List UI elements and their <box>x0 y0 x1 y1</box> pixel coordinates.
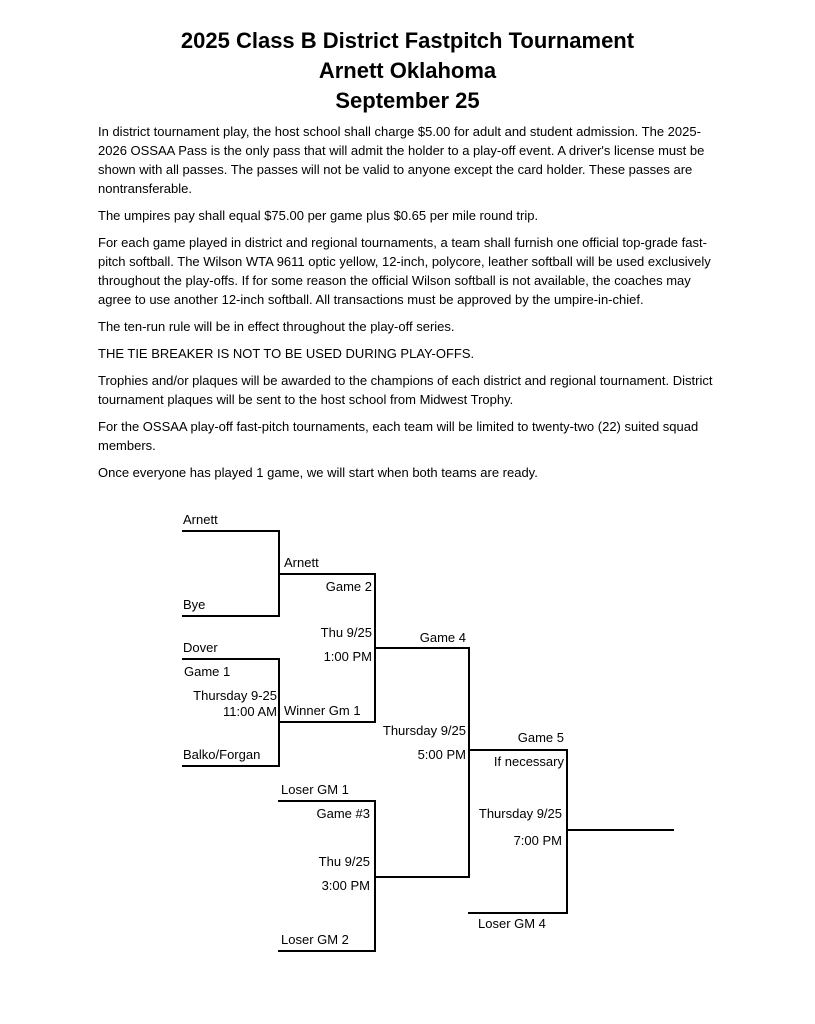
balko-forgan-seed-line <box>182 765 280 767</box>
team-arnett-seed: Arnett <box>183 512 218 527</box>
title-block <box>0 26 815 116</box>
paragraph-umpires-pay: The umpires pay shall equal $75.00 per game plus $0.65 per mile round trip. <box>98 208 539 223</box>
paragraph-start-note: Once everyone has played 1 game, we will start when both teams are ready. <box>98 465 538 480</box>
bye-seed-line <box>182 615 280 617</box>
game2-feed-top-label: Arnett <box>284 555 319 570</box>
paragraph-ten-run-rule: The ten-run rule will be in effect throughout the play-off series. <box>98 319 455 334</box>
game3-feed-top-label: Loser GM 1 <box>281 782 349 797</box>
game3-feed-bottom-label: Loser GM 2 <box>281 932 349 947</box>
game2-date: Thu 9/25 <box>320 625 372 640</box>
game1-date: Thursday 9-25 <box>193 688 277 703</box>
game5-note: If necessary <box>493 754 564 769</box>
game5-feed-top-line <box>468 749 568 751</box>
round1-upper-bracket-vertical <box>278 530 280 617</box>
game3-feed-top-line <box>278 800 376 802</box>
title-line-1: 2025 Class B District Fastpitch Tournament <box>180 28 635 53</box>
game4-label: Game 4 <box>419 630 466 645</box>
title-line-2: Arnett Oklahoma <box>318 58 497 83</box>
game3-bracket-vertical <box>374 800 376 952</box>
game2-time: 1:00 PM <box>323 649 372 664</box>
game1-bracket-vertical <box>278 658 280 767</box>
paragraph-admission: In district tournament play, the host school shall charge $5.00 for adult and student admission. The 2025-2026 OSSAA Pass is the only pass that will admit the holder to a play-off event. A driver's license must be shown with all passes. The passes will not be valid to anyone except the card holder. These passes are nontransferable. <box>98 124 705 196</box>
game5-feed-bottom-label: Loser GM 4 <box>478 916 546 931</box>
paragraph-squad-limit: For the OSSAA play-off fast-pitch tournaments, each team will be limited to twenty-two (22) suited squad members. <box>98 419 699 453</box>
game3-label: Game #3 <box>316 806 370 821</box>
game5-time: 7:00 PM <box>513 833 562 848</box>
rules-text <box>0 122 815 482</box>
team-dover-seed: Dover <box>183 640 218 655</box>
game4-date: Thursday 9/25 <box>382 723 466 738</box>
game2-bracket-vertical <box>374 573 376 723</box>
game2-feed-top-line <box>278 573 376 575</box>
game4-feed-bottom-line <box>374 876 470 878</box>
game3-time: 3:00 PM <box>321 878 370 893</box>
arnett-seed-line <box>182 530 280 532</box>
game1-winner-label: Winner Gm 1 <box>284 703 361 718</box>
game4-feed-top-line <box>374 647 470 649</box>
game3-feed-bottom-line <box>278 950 376 952</box>
game2-label: Game 2 <box>325 579 372 594</box>
game1-label: Game 1 <box>184 664 231 679</box>
paragraph-tie-breaker: THE TIE BREAKER IS NOT TO BE USED DURING PLAY-OFFS. <box>98 346 475 361</box>
game5-label: Game 5 <box>517 730 564 745</box>
game2-feed-bottom-line <box>278 721 376 723</box>
dover-seed-line <box>182 658 280 660</box>
team-balko-forgan-seed: Balko/Forgan <box>183 747 261 762</box>
game3-date: Thu 9/25 <box>318 854 370 869</box>
game1-time: 11:00 AM <box>223 704 277 719</box>
team-bye-seed: Bye <box>183 597 206 612</box>
paragraph-softball-spec: For each game played in district and regional tournaments, a team shall furnish one official top-grade fast-pitch softball. The Wilson WTA 9611 optic yellow, 12-inch, polycore, leather softball will be used exclusively throughout the play-offs. If for some reason the official Wilson softball is not available, the coaches may agree to use another 12-inch softball. All transactions must be approved by the umpire-in-chief. <box>98 235 711 307</box>
paragraph-trophies: Trophies and/or plaques will be awarded to the champions of each district and regional tournament. District tournament plaques will be sent to the host school from Midwest Trophy. <box>98 373 713 407</box>
game5-date: Thursday 9/25 <box>478 806 562 821</box>
game4-time: 5:00 PM <box>417 747 466 762</box>
title-line-3: September 25 <box>335 88 480 113</box>
game5-feed-bottom-line <box>468 912 568 914</box>
champion-line <box>566 829 674 831</box>
game4-bracket-vertical <box>468 647 470 878</box>
game5-bracket-vertical <box>566 749 568 914</box>
